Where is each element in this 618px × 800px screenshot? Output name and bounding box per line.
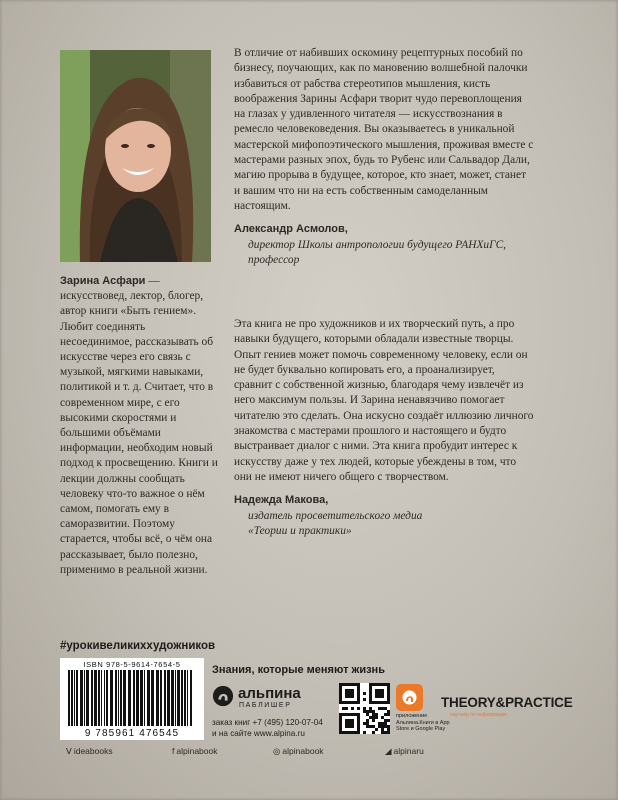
author-bio: [60, 274, 220, 578]
review-quote-makova: [234, 317, 534, 539]
publisher-name: альпина: [238, 685, 301, 702]
author-photo: [60, 50, 211, 262]
partner-logo: THEORY&PRACTICE: [441, 695, 573, 710]
isbn-number: ISBN 978-5-9614-7654-5: [83, 660, 181, 669]
app-store-info: приложение Альпина.Книги в App Store и Google Play: [396, 713, 450, 732]
review-author: Надежда Макова,: [234, 494, 329, 507]
publisher-sub: ПАБЛИШЕР: [239, 702, 292, 709]
order-info: [212, 718, 323, 739]
review-text: Эта книга не про художников и их творческий путь, а про навыки будущего, которыми обладали известные творцы. Опыт гениев может помочь современному человеку, если он не будет буквально копировать его, а проанализирует, сравнит с собственной жизнью, благодаря чему извлечёт из него максимум пользы. И Зарина ненавязчиво помогает читателю это сделать. Она искусно создаёт иллюзию личного знакомства с мастерами прошлого и настоящего и будто выстраивает диалог с ними. Эта книга пробудит интерес к искусству даже у тех людей, которые убеждены в том, что они не имеют ничего общего с творчеством.: [234, 318, 534, 483]
isbn-barcode: [60, 658, 204, 740]
social-link-telegram[interactable]: ◢ alpinaru: [385, 746, 424, 756]
instagram-icon: ◎: [273, 746, 281, 756]
social-links: [60, 746, 558, 760]
review-author-title: профессор: [248, 253, 300, 266]
review-author-title: издатель просветительского медиа: [248, 509, 423, 522]
barcode-bars: [68, 670, 196, 728]
review-author-title: «Теории и практики»: [248, 524, 352, 537]
app-icon: [396, 684, 423, 711]
barcode-digits: 9 785961 476545: [84, 728, 180, 739]
social-link-vk[interactable]: ᐯ ideabooks: [66, 746, 113, 756]
facebook-icon: f: [172, 746, 175, 756]
hashtag: #урокивеликиххудожников: [60, 640, 216, 652]
alpina-logo-icon: [212, 685, 234, 707]
order-site: и на сайте www.alpina.ru: [212, 728, 305, 738]
partner-subtitle: партнёр по информации: [450, 712, 507, 718]
author-name: Зарина Асфари: [60, 275, 146, 287]
review-author-title: директор Школы антропологии будущего РАНХиГС,: [248, 238, 507, 251]
vk-icon: ᐯ: [66, 746, 72, 756]
telegram-icon: ◢: [385, 746, 392, 756]
order-phone: заказ книг +7 (495) 120-07-04: [212, 718, 323, 727]
publisher-slogan: Знания, которые меняют жизнь: [212, 664, 385, 676]
review-text: В отличие от набивших оскомину рецептурных пособий по бизнесу, поучающих, как по мановению волшебной палочки избавиться от рабства стереотипов мышления, кисть воображения Зарины Асфари творит чудо перевоплощения на глазах у удивленного читателя — искусствознания в ремесло человековедения. Вы оказываетесь в уникальной мастерской мифопоэтического мышления, проживая вместе с мастерами разных эпох, будь то Рубенс или Сальвадор Дали, магию прорыва в будущее, которое, кто знает, может, станет и вашим что ни на есть собственным самоделанным настоящим.: [234, 47, 534, 212]
qr-code: [339, 683, 390, 734]
review-quote-asmolov: [234, 46, 534, 268]
author-bio-text: — искусствовед, лектор, блогер, автор книги «Быть гением». Любит соединять несоединимое, рассказывать об искусстве через его связь с музыкой, мягкими навыками, политикой и т. д. Считает, что в современном мире, с его высокими скоростями и большими объёмами информации, необходим новый подход к просвещению. Книги и лекции должны сообщать человеку что-то важное о нём самом, помогать ему в саморазвитии. Поэтому старается, чтобы всё, о чём она рассказывает, было полезно, применимо в реальной жизни.: [60, 275, 218, 576]
social-link-facebook[interactable]: f alpinabook: [172, 746, 218, 756]
social-link-instagram[interactable]: ◎ alpinabook: [273, 746, 324, 756]
review-author: Александр Асмолов,: [234, 223, 348, 236]
